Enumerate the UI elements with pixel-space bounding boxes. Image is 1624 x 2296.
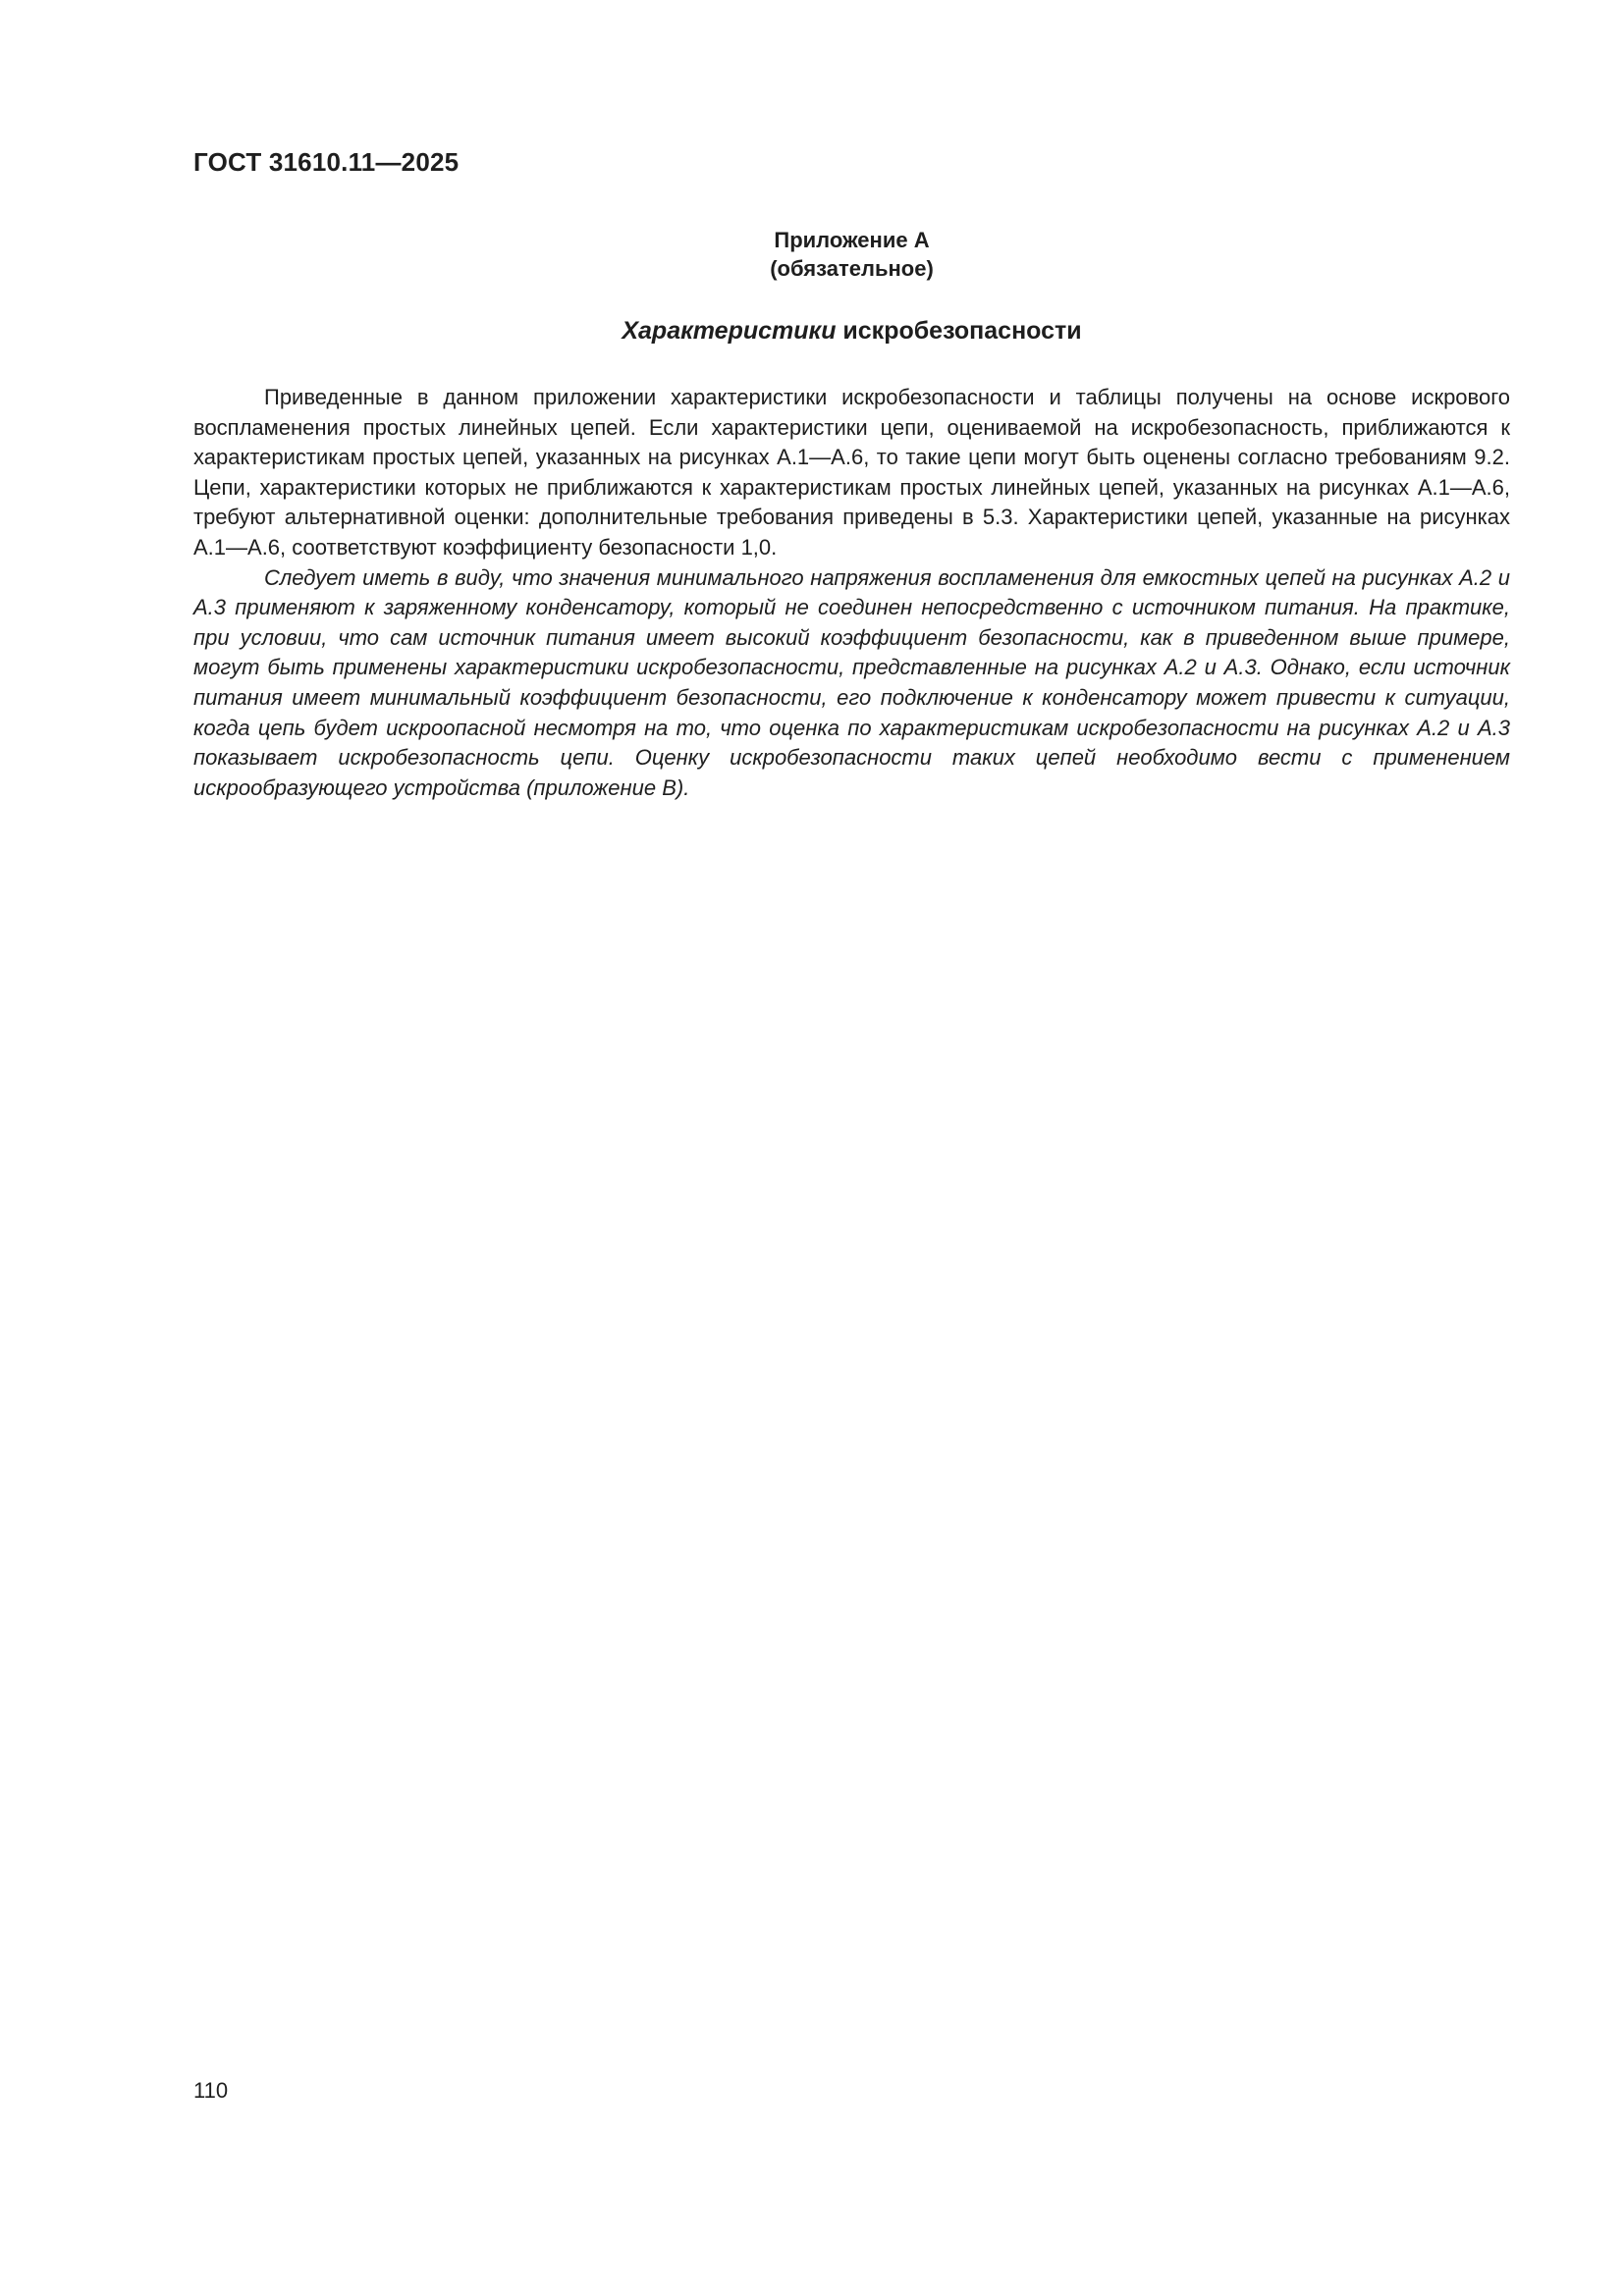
appendix-title-italic: Характеристики [622, 317, 837, 345]
appendix-status: (обязательное) [770, 256, 934, 281]
document-code: ГОСТ 31610.11—2025 [193, 147, 460, 177]
appendix-heading [193, 226, 1510, 283]
appendix-title-rest: искробезопасности [836, 317, 1082, 345]
paragraph-note: Следует иметь в виду, что значения минимального напряжения воспламенения для емкостных цепей на рисунках А.2 и А.3 применяют к заряженному конденсатору, который не соединен непосредственно с источником питания. На практике, при условии, что сам источник питания имеет высокий коэффициент безопасности, как в приведенном выше примере, могут быть применены характеристики искробезопасности, представленные на рисунках А.2 и А.3. Однако, если источник питания имеет минимальный коэффициент безопасности, его подключение к конденсатору может привести к ситуации, когда цепь будет искроопасной несмотря на то, что оценка по характеристикам искробезопасности на рисунках А.2 и А.3 показывает искробезопасность цепи. Оценку искробезопасности таких цепей необходимо вести с применением искрообразующего устройства (приложение В). [193, 564, 1510, 800]
appendix-title [193, 316, 1510, 346]
paragraph-intro: Приведенные в данном приложении характеристики искробезопасности и таблицы получены на основе искрового воспламенения простых линейных цепей. Если характеристики цепи, оцениваемой на искробезопасность, приближаются к характеристикам простых цепей, указанных на рисунках А.1—А.6, то такие цепи могут быть оценены согласно требованиям 9.2. Цепи, характеристики которых не приближаются к характеристикам простых линейных цепей, указанных на рисунках А.1—А.6, требуют альтернативной оценки: дополнительные требования приведены в 5.3. Характеристики цепей, указанные на рисунках А.1—А.6, соответствуют коэффициенту безопасности 1,0. [193, 385, 1510, 560]
appendix-label: Приложение А [774, 228, 930, 252]
body-text [193, 383, 1510, 803]
page-number: 110 [193, 2078, 229, 2103]
